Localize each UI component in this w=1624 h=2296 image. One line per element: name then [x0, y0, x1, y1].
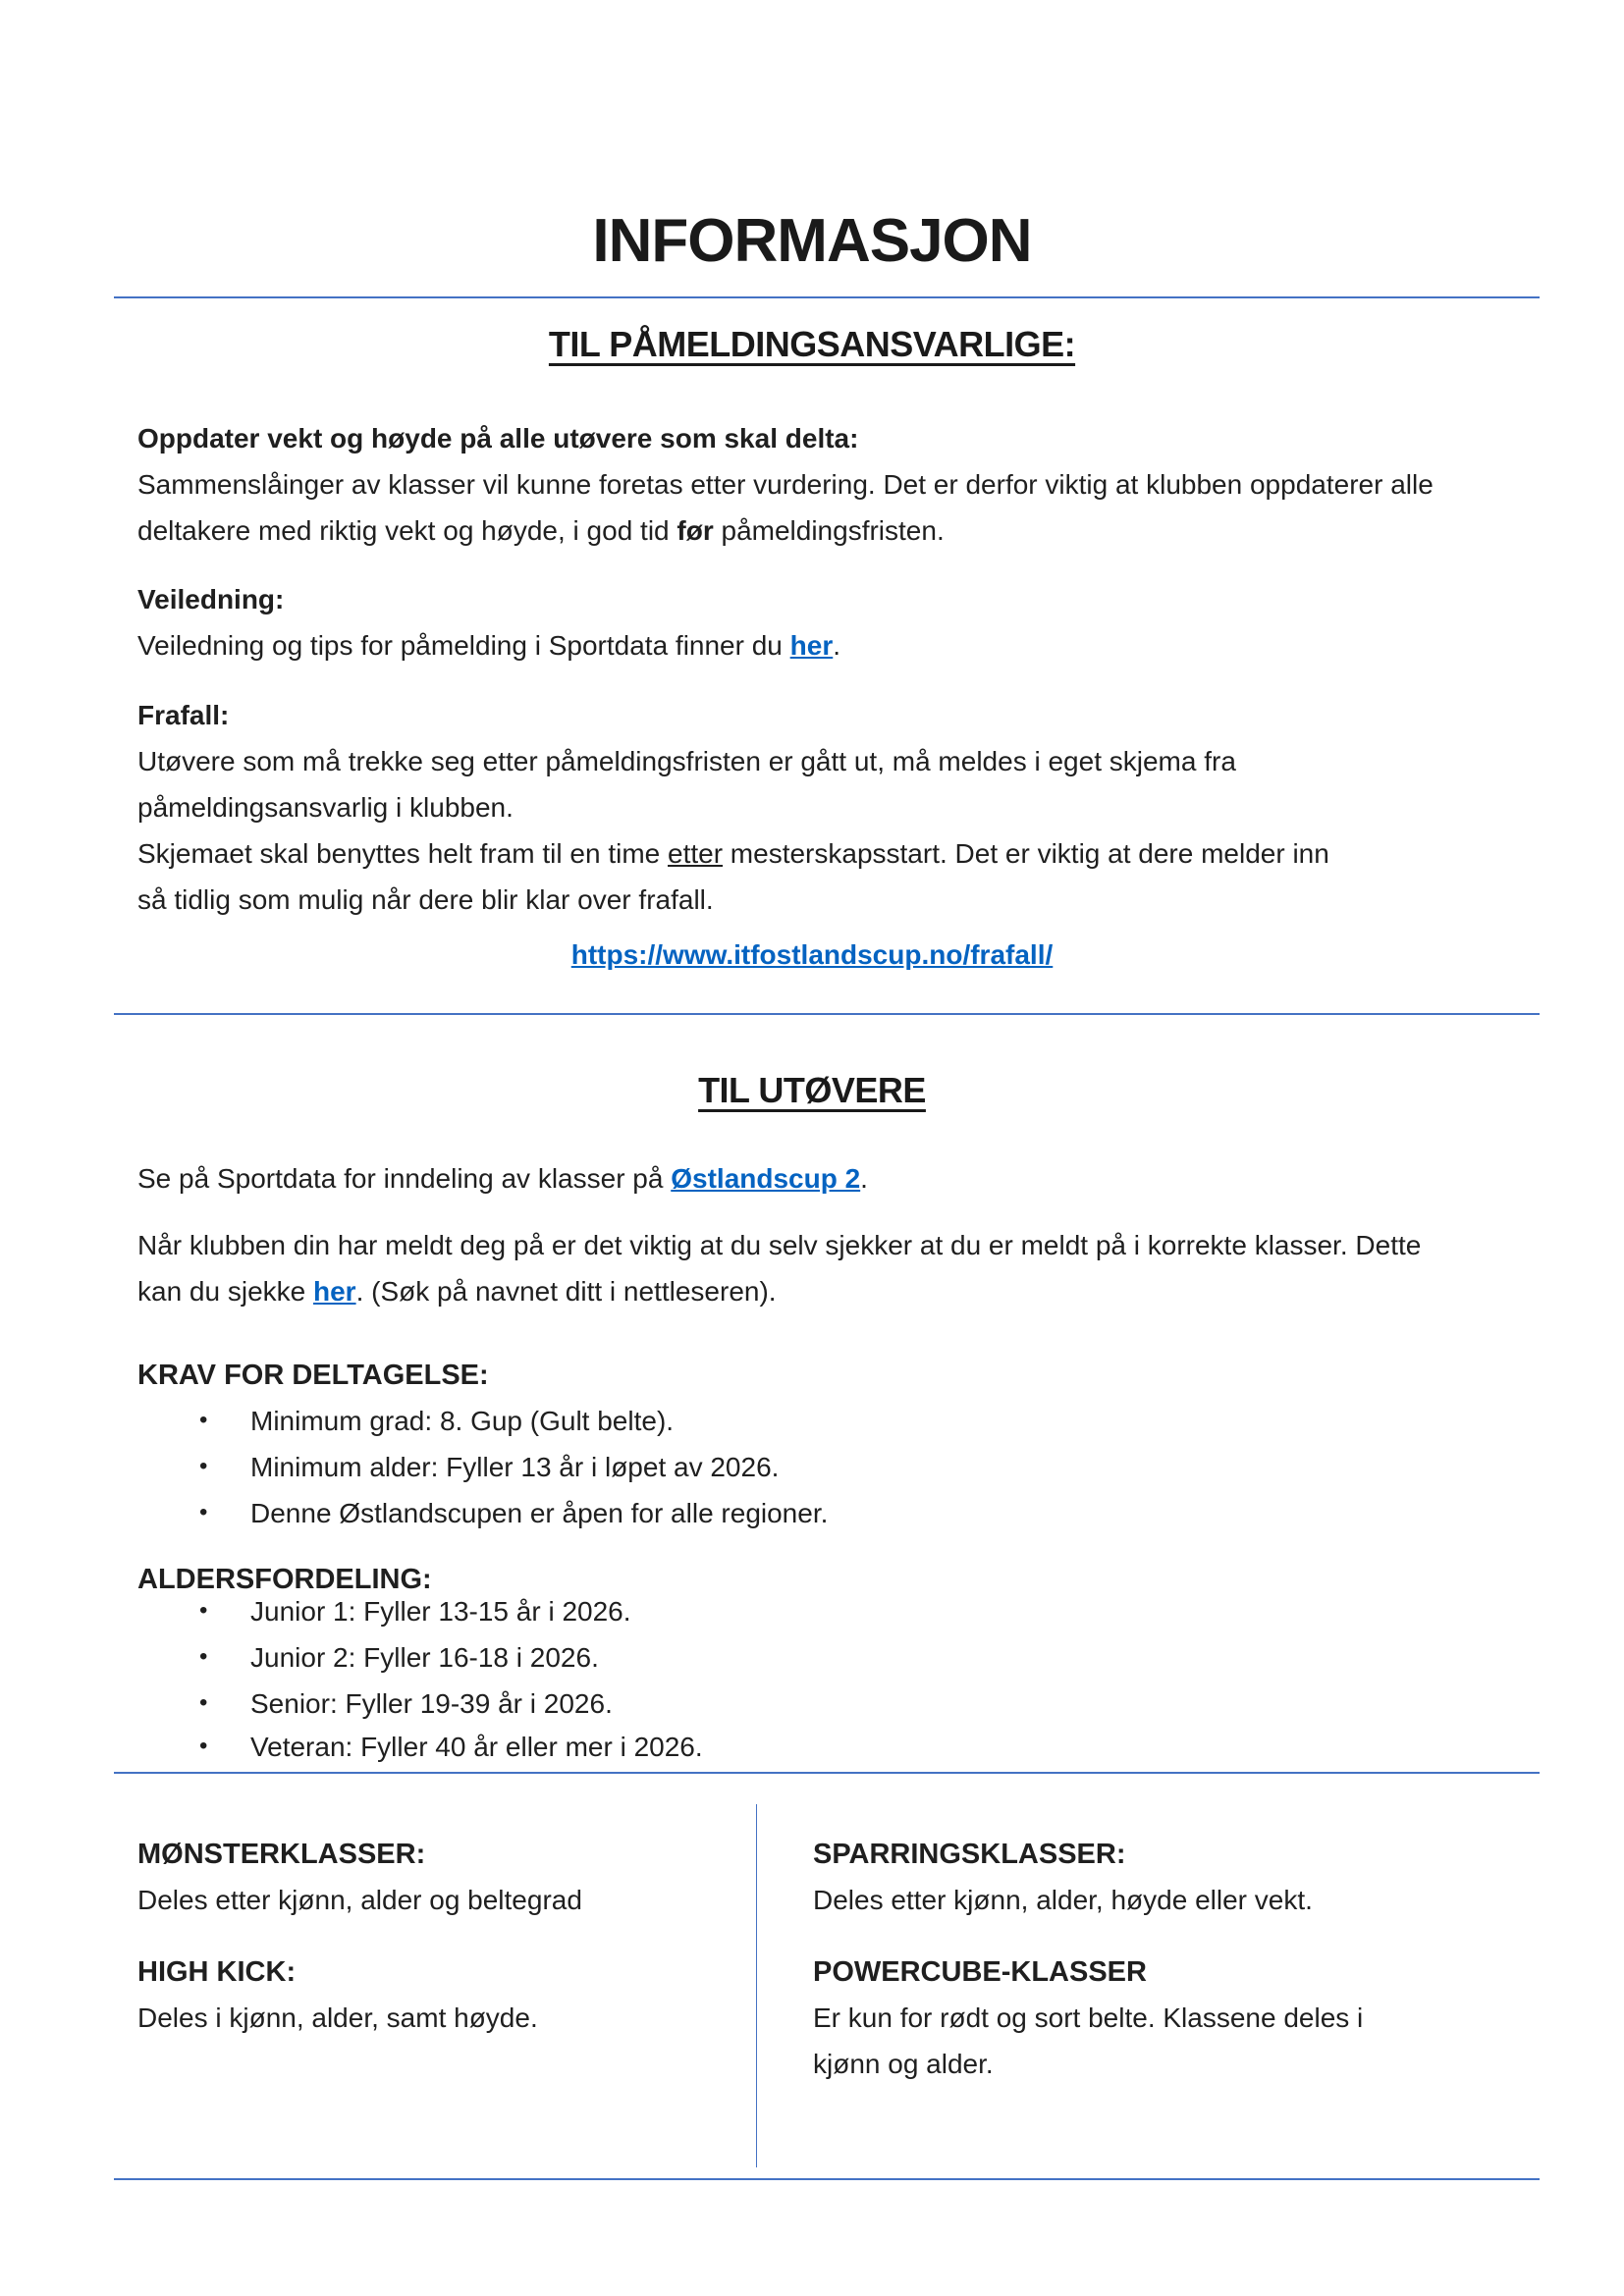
requirement-text: Minimum grad: 8. Gup (Gult belte). [250, 1406, 675, 1436]
withdrawal-line1: Utøvere som må trekke seg etter påmeldingsfristen er gått ut, må meldes i eget skjema fra [137, 746, 1236, 776]
powercube-heading: POWERCUBE-KLASSER [813, 1956, 1147, 1988]
sparring-classes-text: Deles etter kjønn, alder, høyde eller vekt. [813, 1885, 1313, 1915]
guide-her-link[interactable]: her [789, 630, 834, 661]
requirement-item [199, 1405, 674, 1438]
divider-rule-classes [114, 1772, 1540, 1774]
bullet-icon [199, 1595, 250, 1627]
update-line2-text-after: påmeldingsfristen. [713, 515, 945, 546]
section-heading-registration: TIL PÅMELDINGSANSVARLIGE: [548, 324, 1076, 364]
bullet-icon [199, 1405, 250, 1436]
update-weight-height-label: Oppdater vekt og høyde på alle utøvere som skal delta: [137, 423, 859, 454]
age-group-text: Senior: Fyller 19-39 år i 2026. [250, 1688, 613, 1719]
requirements-heading: KRAV FOR DELTAGELSE: [137, 1360, 489, 1391]
highkick-heading: HIGH KICK: [137, 1956, 297, 1988]
update-paragraph-line2 [137, 514, 945, 548]
guide-text: Veiledning og tips for påmelding i Sportdata finner du [137, 630, 790, 661]
bullet-icon [199, 1497, 250, 1528]
update-line2-text: deltakere med riktig vekt og høyde, i god tid [137, 515, 677, 546]
intro-text-after: . [860, 1163, 868, 1194]
age-group-text: Veteran: Fyller 40 år eller mer i 2026. [250, 1732, 703, 1762]
age-group-item [199, 1641, 599, 1675]
sparring-classes-heading: SPARRINGSKLASSER: [813, 1839, 1126, 1870]
age-group-text: Junior 1: Fyller 13-15 år i 2026. [250, 1596, 631, 1627]
guide-label: Veiledning: [137, 584, 285, 614]
page-title: INFORMASJON [592, 207, 1032, 275]
bullet-icon [199, 1641, 250, 1673]
age-group-item [199, 1595, 631, 1629]
withdrawal-line2: påmeldingsansvarlig i klubben. [137, 792, 514, 823]
age-distribution-heading: ALDERSFORDELING: [137, 1564, 432, 1595]
check-text-after: . (Søk på navnet ditt i nettleseren). [355, 1276, 777, 1307]
pattern-classes-heading: MØNSTERKLASSER: [137, 1839, 426, 1870]
requirement-item [199, 1497, 828, 1530]
check-her-link[interactable]: her [313, 1276, 356, 1307]
withdrawal-url-link[interactable]: https://www.itfostlandscup.no/frafall/ [570, 939, 1054, 970]
section-heading-athletes: TIL UTØVERE [698, 1070, 926, 1110]
divider-rule-middle [114, 1013, 1540, 1015]
check-text: kan du sjekke [137, 1276, 313, 1307]
powercube-text-line2: kjønn og alder. [813, 2049, 994, 2079]
bullet-icon [199, 1451, 250, 1482]
requirement-text: Denne Østlandscupen er åpen for alle regioner. [250, 1498, 829, 1528]
withdrawal-line3-underlined-word: etter [668, 838, 724, 869]
divider-rule-bottom [114, 2178, 1540, 2180]
withdrawal-label: Frafall: [137, 700, 230, 730]
check-registration-line2 [137, 1275, 777, 1308]
bullet-icon [199, 1731, 250, 1762]
intro-text: Se på Sportdata for inndeling av klasser på [137, 1163, 672, 1194]
withdrawal-line3 [137, 837, 1329, 871]
bullet-icon [199, 1687, 250, 1719]
ostlandscup2-link[interactable]: Østlandscup 2 [671, 1163, 861, 1194]
powercube-text-line1: Er kun for rødt og sort belte. Klassene deles i [813, 2002, 1364, 2033]
withdrawal-line3-text: Skjemaet skal benyttes helt fram til en time [137, 838, 668, 869]
divider-rule-top [114, 296, 1540, 298]
withdrawal-line3-text-after: mesterskapsstart. Det er viktig at dere melder inn [723, 838, 1329, 869]
guide-text-after: . [833, 630, 841, 661]
age-group-item [199, 1687, 613, 1721]
pattern-classes-text: Deles etter kjønn, alder og beltegrad [137, 1885, 582, 1915]
requirement-text: Minimum alder: Fyller 13 år i løpet av 2026. [250, 1452, 780, 1482]
requirement-item [199, 1451, 779, 1484]
age-group-item [199, 1731, 703, 1764]
update-line2-bold-word: før [677, 515, 714, 546]
column-separator-line [756, 1804, 757, 2167]
check-registration-line1: Når klubben din har meldt deg på er det viktig at du selv sjekker at du er meldt på i korrekte klasser. Dette [137, 1230, 1422, 1260]
athletes-intro-line [137, 1162, 868, 1196]
highkick-text: Deles i kjønn, alder, samt høyde. [137, 2002, 538, 2033]
withdrawal-line4: så tidlig som mulig når dere blir klar over frafall. [137, 884, 714, 915]
update-paragraph-line1: Sammenslåinger av klasser vil kunne foretas etter vurdering. Det er derfor viktig at klubben oppdaterer alle [137, 469, 1434, 500]
age-group-text: Junior 2: Fyller 16-18 i 2026. [250, 1642, 599, 1673]
guide-paragraph [137, 629, 840, 663]
